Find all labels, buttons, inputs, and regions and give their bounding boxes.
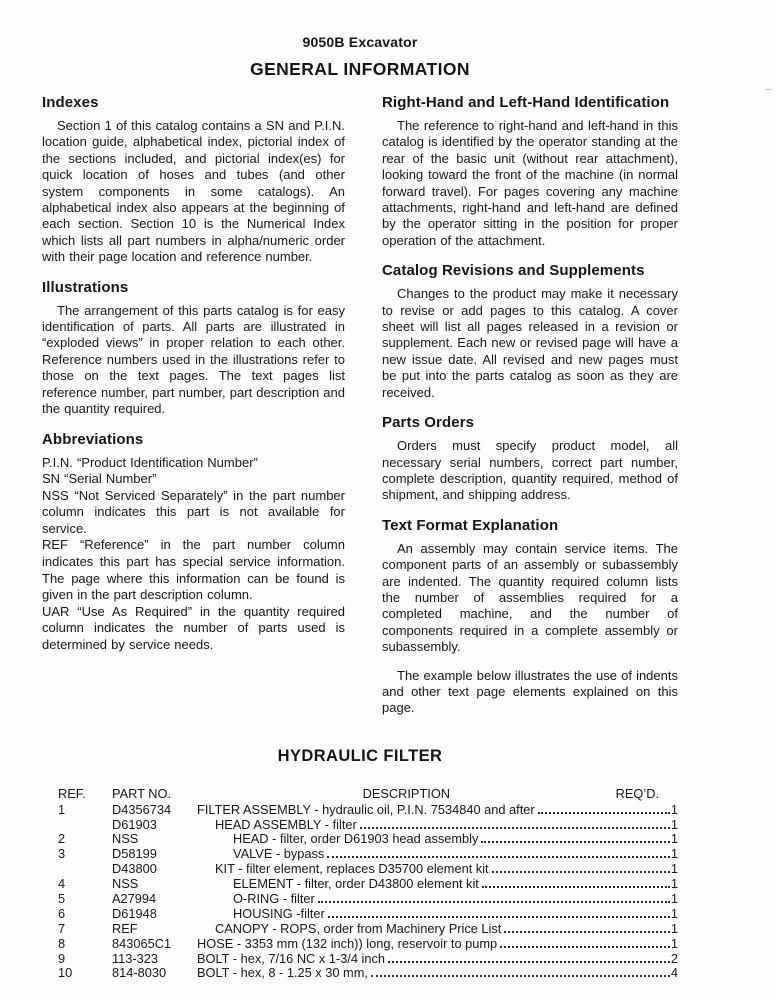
leader-dots [481, 841, 669, 843]
part-no-cell: NSS [112, 831, 139, 847]
table-row [58, 906, 678, 921]
description-cell: HOSE - 3353 mm (132 inch)) long, reservoir to pump [197, 935, 498, 951]
leader-dots [318, 901, 670, 903]
description-cell: BOLT - hex, 7/16 NC x 1-3/4 inch [197, 950, 386, 966]
part-no-cell: D43800 [112, 861, 157, 877]
part-no-cell: A27994 [112, 891, 157, 907]
reqd-cell: 1 [670, 846, 678, 862]
reqd-cell: 1 [670, 831, 678, 847]
section-heading-abbreviations: Abbreviations [42, 430, 144, 448]
section-heading-catalog-revisions: Catalog Revisions and Supplements [382, 262, 645, 280]
scan-artifact [765, 89, 772, 90]
ref-cell: 5 [58, 891, 66, 907]
part-no-cell: REF [112, 920, 138, 936]
description-cell: VALVE - bypass [233, 846, 325, 862]
description-cell: HEAD - filter, order D61903 head assembly [233, 831, 479, 847]
table-row [58, 891, 678, 906]
section-heading-illustrations: Illustrations [42, 278, 129, 296]
table-row [58, 861, 678, 876]
reqd-cell: 1 [670, 876, 678, 892]
indexes-paragraph: Section 1 of this catalog contains a SN and P.I.N. location guide, alphabetical index, pictorial index of the sections included, and pictorial index(es) for quick location of hoses and tubes (and other system components in some catalogs). An alphabetical index also appears at the beginning of each section. Section 10 is the Numerical Index which lists all part numbers in alpha/numeric order with their page location and reference number. [42, 118, 345, 265]
ref-cell: 2 [58, 831, 66, 847]
part-no-cell: D58199 [112, 846, 157, 862]
table-row [58, 846, 678, 861]
section-heading-parts-orders: Parts Orders [382, 414, 475, 432]
table-row [58, 921, 678, 936]
part-no-cell: D4356734 [112, 801, 172, 817]
reqd-cell: 1 [670, 861, 678, 877]
text-format-paragraph-2: The example below illustrates the use of indents and other text page elements explained on this page. [382, 667, 678, 716]
table-row [58, 951, 678, 966]
col-header-description: DESCRIPTION [362, 785, 451, 801]
parts-orders-paragraph: Orders must specify product model, all necessary serial numbers, correct part number, complete description, quantity required, method of shipment, and shipping address. [382, 438, 678, 503]
ref-cell: 7 [58, 920, 66, 936]
right-column [382, 86, 678, 717]
ref-cell: 6 [58, 905, 66, 921]
text-format-paragraph-1: An assembly may contain service items. The component parts of an assembly or subassembly are indented. The quantity required column lists the number of assemblies required for a completed machine, and the number of components required in a complete assembly or subassembly. [382, 540, 678, 655]
leader-dots [538, 812, 670, 814]
table-row [58, 876, 678, 891]
page-title: GENERAL INFORMATION [250, 59, 470, 79]
abbreviation-sn: SN “Serial Number” [42, 471, 157, 487]
ref-cell: 9 [58, 950, 66, 966]
parts-table-title: HYDRAULIC FILTER [277, 746, 443, 765]
reqd-cell: 4 [670, 965, 678, 981]
reqd-cell: 2 [670, 950, 678, 966]
table-row [58, 831, 678, 846]
reqd-cell: 1 [670, 935, 678, 951]
description-cell: O-RING - filter [233, 891, 315, 907]
leader-dots [492, 871, 670, 873]
col-header-reqd: REQ’D. [615, 785, 659, 801]
abbreviation-nss: NSS “Not Serviced Separately” in the part number column indicates this part is not available for service. [42, 487, 345, 536]
ref-cell: 8 [58, 935, 66, 951]
reqd-cell: 1 [670, 801, 678, 817]
catalog-revisions-paragraph: Changes to the product may make it necessary to revise or add pages to this catalog. A cover sheet will list all pages released in a revision or supplement. Each new or revised page will have a new issue date. All revised and new pages must be put into the parts catalog as soon as they are received. [382, 286, 678, 400]
leader-dots [360, 827, 670, 829]
reqd-cell: 1 [670, 905, 678, 921]
leader-dots [482, 886, 670, 888]
part-no-cell: 814-8030 [112, 965, 167, 981]
leader-dots [500, 946, 670, 948]
illustrations-paragraph: The arrangement of this parts catalog is for easy identification of parts. All parts are illustrated in “exploded views” in proper relation to each other. Reference numbers used in the illustrations refer to those on the text pages. The text pages list reference number, part number, part description and the quantity required. [42, 302, 345, 417]
parts-table [58, 786, 678, 981]
table-row [58, 936, 678, 951]
description-cell: ELEMENT - filter, order D43800 element kit [233, 876, 479, 892]
description-cell: HOUSING -filter [233, 905, 325, 921]
ref-cell: 4 [58, 876, 66, 892]
left-column [42, 86, 345, 717]
leader-dots [371, 975, 670, 977]
table-row [58, 802, 678, 817]
ref-cell: 10 [58, 965, 73, 981]
part-no-cell: 113-323 [112, 950, 159, 966]
model-title: 9050B Excavator [302, 34, 418, 50]
section-heading-indexes: Indexes [42, 94, 99, 111]
rh-lh-paragraph: The reference to right-hand and left-hand in this catalog is identified by the operator standing at the rear of the basic unit (without rear attachment), looking toward the front of the machine (in normal forward travel). For pages covering any machine attachments, right-hand and left-hand are defined by the operator sitting in the position for proper operation of the attachment. [382, 118, 678, 248]
reqd-cell: 1 [670, 891, 678, 907]
abbreviation-pin: P.I.N. “Product Identification Number” [42, 454, 258, 470]
part-no-cell: NSS [112, 876, 139, 892]
description-cell: HEAD ASSEMBLY - filter [215, 816, 357, 832]
ref-cell: 1 [58, 801, 66, 817]
abbreviation-uar: UAR “Use As Required” in the quantity required column indicates the number of parts used is determined by service needs. [42, 603, 345, 653]
ref-cell: 3 [58, 846, 66, 862]
col-header-ref: REF. [58, 785, 86, 801]
part-no-cell: D61903 [112, 816, 157, 832]
part-no-cell: D61948 [112, 905, 157, 921]
leader-dots [388, 961, 670, 963]
leader-dots [327, 856, 670, 858]
col-header-part-no: PART NO. [112, 785, 172, 801]
reqd-cell: 1 [670, 920, 678, 936]
two-column-body [42, 86, 678, 717]
description-cell: FILTER ASSEMBLY - hydraulic oil, P.I.N. 7534840 and after [197, 801, 535, 817]
part-no-cell: 843065C1 [112, 935, 172, 951]
table-row [58, 965, 678, 980]
abbreviation-ref: REF “Reference” in the part number column indicates this part has special service information. The page where this information can be found is given in the part description column. [42, 537, 345, 603]
leader-dots [504, 931, 670, 933]
reqd-cell: 1 [670, 816, 678, 832]
table-row [58, 817, 678, 832]
table-header-row [58, 786, 678, 801]
section-heading-rh-lh-identification: Right-Hand and Left-Hand Identification [382, 94, 670, 111]
description-cell: KIT - filter element, replaces D35700 element kit [215, 861, 489, 877]
section-heading-text-format: Text Format Explanation [382, 516, 559, 534]
description-cell: BOLT - hex, 8 - 1.25 x 30 mm, [197, 965, 368, 981]
description-cell: CANOPY - ROPS, order from Machinery Price List [215, 920, 502, 936]
leader-dots [328, 916, 670, 918]
